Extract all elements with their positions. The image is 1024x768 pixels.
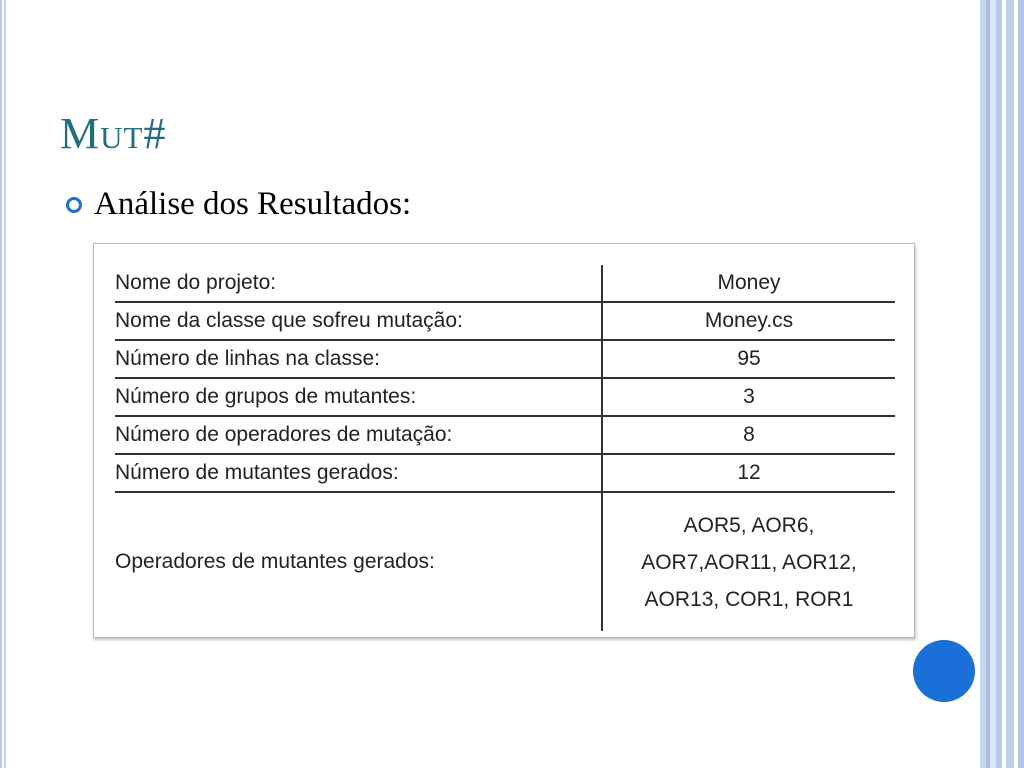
right-decorative-border bbox=[976, 0, 1024, 768]
table-row bbox=[115, 454, 895, 492]
row-value bbox=[602, 492, 895, 631]
row-label: Número de linhas na classe: bbox=[115, 340, 602, 378]
table-row bbox=[115, 416, 895, 454]
table-row bbox=[115, 340, 895, 378]
row-value: 3 bbox=[602, 378, 895, 416]
row-value: Money.cs bbox=[602, 302, 895, 340]
row-label: Nome da classe que sofreu mutação: bbox=[115, 302, 602, 340]
bullet-text: Análise dos Resultados: bbox=[94, 186, 412, 222]
row-value: 12 bbox=[602, 454, 895, 492]
bullet-item bbox=[66, 186, 411, 223]
slide-title: Mut# bbox=[60, 109, 167, 158]
row-value: Money bbox=[602, 265, 895, 302]
results-table bbox=[115, 265, 895, 631]
decorative-circle bbox=[913, 640, 975, 702]
table-row bbox=[115, 302, 895, 340]
left-decorative-border bbox=[0, 0, 10, 768]
table-row bbox=[115, 265, 895, 302]
operators-line: AOR7,AOR11, AOR12, bbox=[641, 550, 857, 574]
operators-line: AOR13, COR1, ROR1 bbox=[644, 587, 854, 611]
row-value: 8 bbox=[602, 416, 895, 454]
operators-line: AOR5, AOR6, bbox=[683, 513, 815, 537]
row-label: Número de grupos de mutantes: bbox=[115, 378, 602, 416]
row-label: Operadores de mutantes gerados: bbox=[115, 550, 435, 573]
table-row bbox=[115, 378, 895, 416]
bullet-circle-icon bbox=[66, 197, 82, 213]
operators-list bbox=[641, 507, 857, 618]
row-label: Nome do projeto: bbox=[115, 265, 602, 302]
row-value: 95 bbox=[602, 340, 895, 378]
results-table-image bbox=[93, 243, 915, 638]
row-label: Número de operadores de mutação: bbox=[115, 416, 602, 454]
row-label: Número de mutantes gerados: bbox=[115, 454, 602, 492]
table-row bbox=[115, 492, 895, 631]
